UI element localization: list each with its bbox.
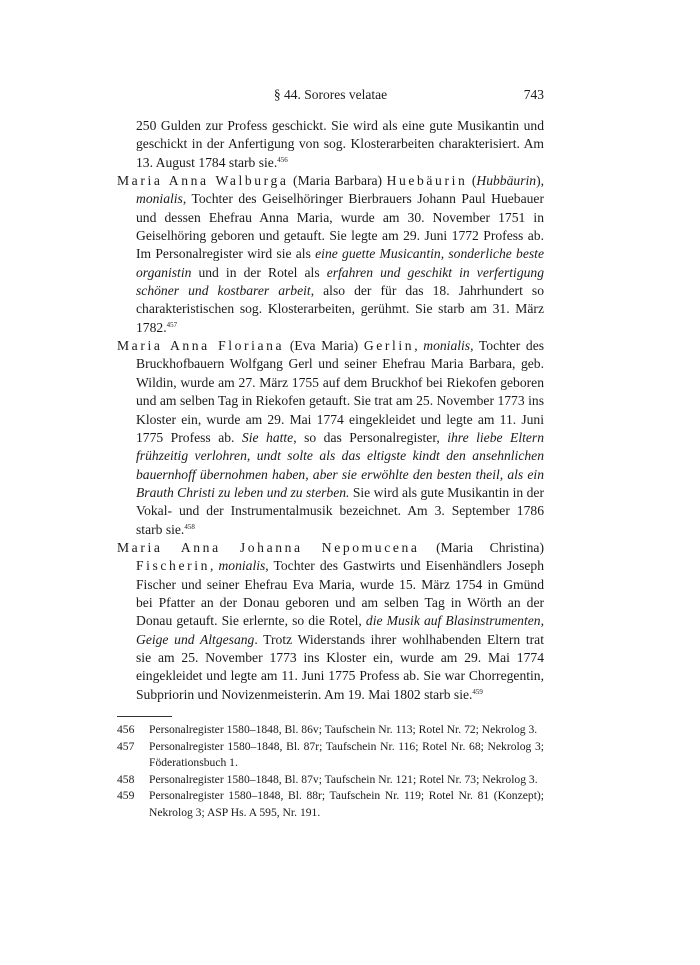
footnote-number: 459	[117, 789, 135, 803]
text-run: monialis	[136, 191, 183, 207]
footnote-ref: 459	[472, 687, 483, 696]
text-run: , also der für das 18. Jahrhundert so charakteristischen sog. Klosterarbeiten, gerühmt. Sie starb am 31. März 1782.	[136, 283, 544, 335]
entry-paragraph	[117, 337, 544, 539]
text-run: (Maria Barbara)	[288, 173, 387, 189]
person-name: Maria Anna Floriana	[117, 338, 285, 354]
main-text	[117, 117, 544, 704]
text-run: , so das Personalregister,	[293, 429, 448, 445]
text-run: und in der Rotel als	[191, 264, 327, 280]
text-run: ),	[536, 173, 544, 189]
footnote-text: Personalregister 1580–1848, Bl. 87v; Taufschein Nr. 121; Rotel Nr. 73; Nekrolog 3.	[149, 772, 538, 786]
footnote-text: Personalregister 1580–1848, Bl. 87r; Taufschein Nr. 116; Rotel Nr. 68; Nekrolog 3; Föderationsbuch 1.	[149, 739, 544, 770]
footnote-text: Personalregister 1580–1848, Bl. 86v; Taufschein Nr. 113; Rotel Nr. 72; Nekrolog 3.	[149, 723, 538, 736]
running-head: § 44. Sorores velatae	[273, 87, 388, 102]
text-run: monialis	[218, 558, 266, 574]
text-run: ,	[210, 558, 219, 574]
footnote-divider	[117, 716, 172, 717]
text-run: ihre liebe Eltern frühzeitig verlohren, undt solte als das eltigste kindt den ansehnlichen bauernhoff übernohmen haben, aber sie erwöhlte den besten theil, als ein Brauth Christi zu leben und zu sterben.	[136, 429, 544, 500]
text-run: 250 Gulden zur Profess geschickt. Sie wird als eine gute Musikantin und geschickt in der Anfertigung von sog. Klosterarbeiten charakterisiert. Am 13. August 1784 starb sie.	[136, 118, 544, 170]
person-name: Huebäurin	[386, 173, 468, 189]
text-run: , Tochter des Gastwirts und Eisenhändlers Joseph Fischer und seiner Ehefrau Eva Maria, wurde 15. März 1754 in Gmünd bei Pfatter an der Donau geboren und am selben Tag in Wörth an der Donau getauft. Sie erlernte, so die Rotel,	[136, 558, 544, 629]
text-run: monialis	[423, 338, 471, 354]
footnote-ref: 458	[184, 522, 195, 531]
entry-continuation	[117, 117, 544, 172]
text-run: (Maria Christina)	[419, 539, 544, 555]
text-run: , Tochter des Bruckhofbauern Wolfgang Gerl und seiner Ehefrau Maria Barbara, geb. Wildin, wurde am 27. März 1755 auf dem Bruckhof bei Riekofen geboren und am selben Tag in Riekofen getauft. Sie trat am 25. November 1773 ins Kloster ein, wurde am 29. Mai 1774 eingekleidet und legte am 11. Juni 1775 Profess ab.	[136, 338, 545, 445]
text-run: (Eva Maria)	[284, 338, 364, 354]
footnote	[117, 739, 544, 772]
text-run: die Musik auf Blasinstrumenten, Geige und Altgesang	[136, 613, 544, 647]
footnote	[117, 772, 544, 789]
footnote	[117, 788, 544, 821]
entry-paragraph	[117, 172, 544, 337]
page-header	[117, 87, 544, 105]
footnote-number: 457	[117, 739, 135, 753]
footnote-number: 458	[117, 772, 135, 786]
footnotes	[117, 722, 544, 822]
text-run: Sie hatte	[241, 429, 294, 445]
footnote-text: Personalregister 1580–1848, Bl. 88r; Taufschein Nr. 119; Rotel Nr. 81 (Konzept); Nekrolog 3; ASP Hs. A 595, Nr. 191.	[149, 789, 544, 819]
text-run: eine guette Musicantin, sonderliche beste organistin	[136, 246, 544, 280]
text-run: Sie wird als gute Musikantin in der Vokal- und der Instrumentalmusik bezeichnet. Am 3. September 1786 starb sie.	[136, 484, 544, 537]
person-name: Fischerin	[136, 558, 210, 574]
person-name: Maria Anna Walburga	[117, 173, 289, 189]
text-run: (	[467, 173, 477, 189]
footnote-ref: 457	[166, 320, 178, 329]
footnote-ref: 456	[277, 155, 288, 164]
text-run: , Tochter des Geiselhöringer Bierbrauers Johann Paul Huebauer und dessen Ehefrau Anna Maria, wurde am 30. November 1751 in Geiselhöring geboren und getauft. Sie legte am 29. Juni 1772 Profess ab. Im Personalregister wird sie als	[136, 191, 544, 262]
person-name: Gerlin	[363, 338, 415, 354]
text-run: . Trotz Widerstands ihrer wohlhabenden Eltern trat sie am 25. November 1773 ins Kloster ein, wurde am 29. Mai 1774 eingekleidet und legte am 11. Juni 1775 Profess ab. Sie war Chorregentin, Subpriorin und Novizenmeisterin. Am 19. Mai 1802 starb sie.	[136, 631, 544, 702]
entry-paragraph	[117, 539, 544, 704]
person-name: Maria Anna Johanna Nepomucena	[117, 539, 420, 555]
text-run: erfahren und geschikt in verfertigung schöner und kostbarer arbeit	[136, 264, 545, 299]
text-run: ,	[414, 338, 424, 354]
footnote-number: 456	[117, 723, 135, 736]
text-run: Hubbäurin	[476, 173, 537, 189]
footnote	[117, 722, 544, 739]
page-number: 743	[523, 87, 544, 102]
